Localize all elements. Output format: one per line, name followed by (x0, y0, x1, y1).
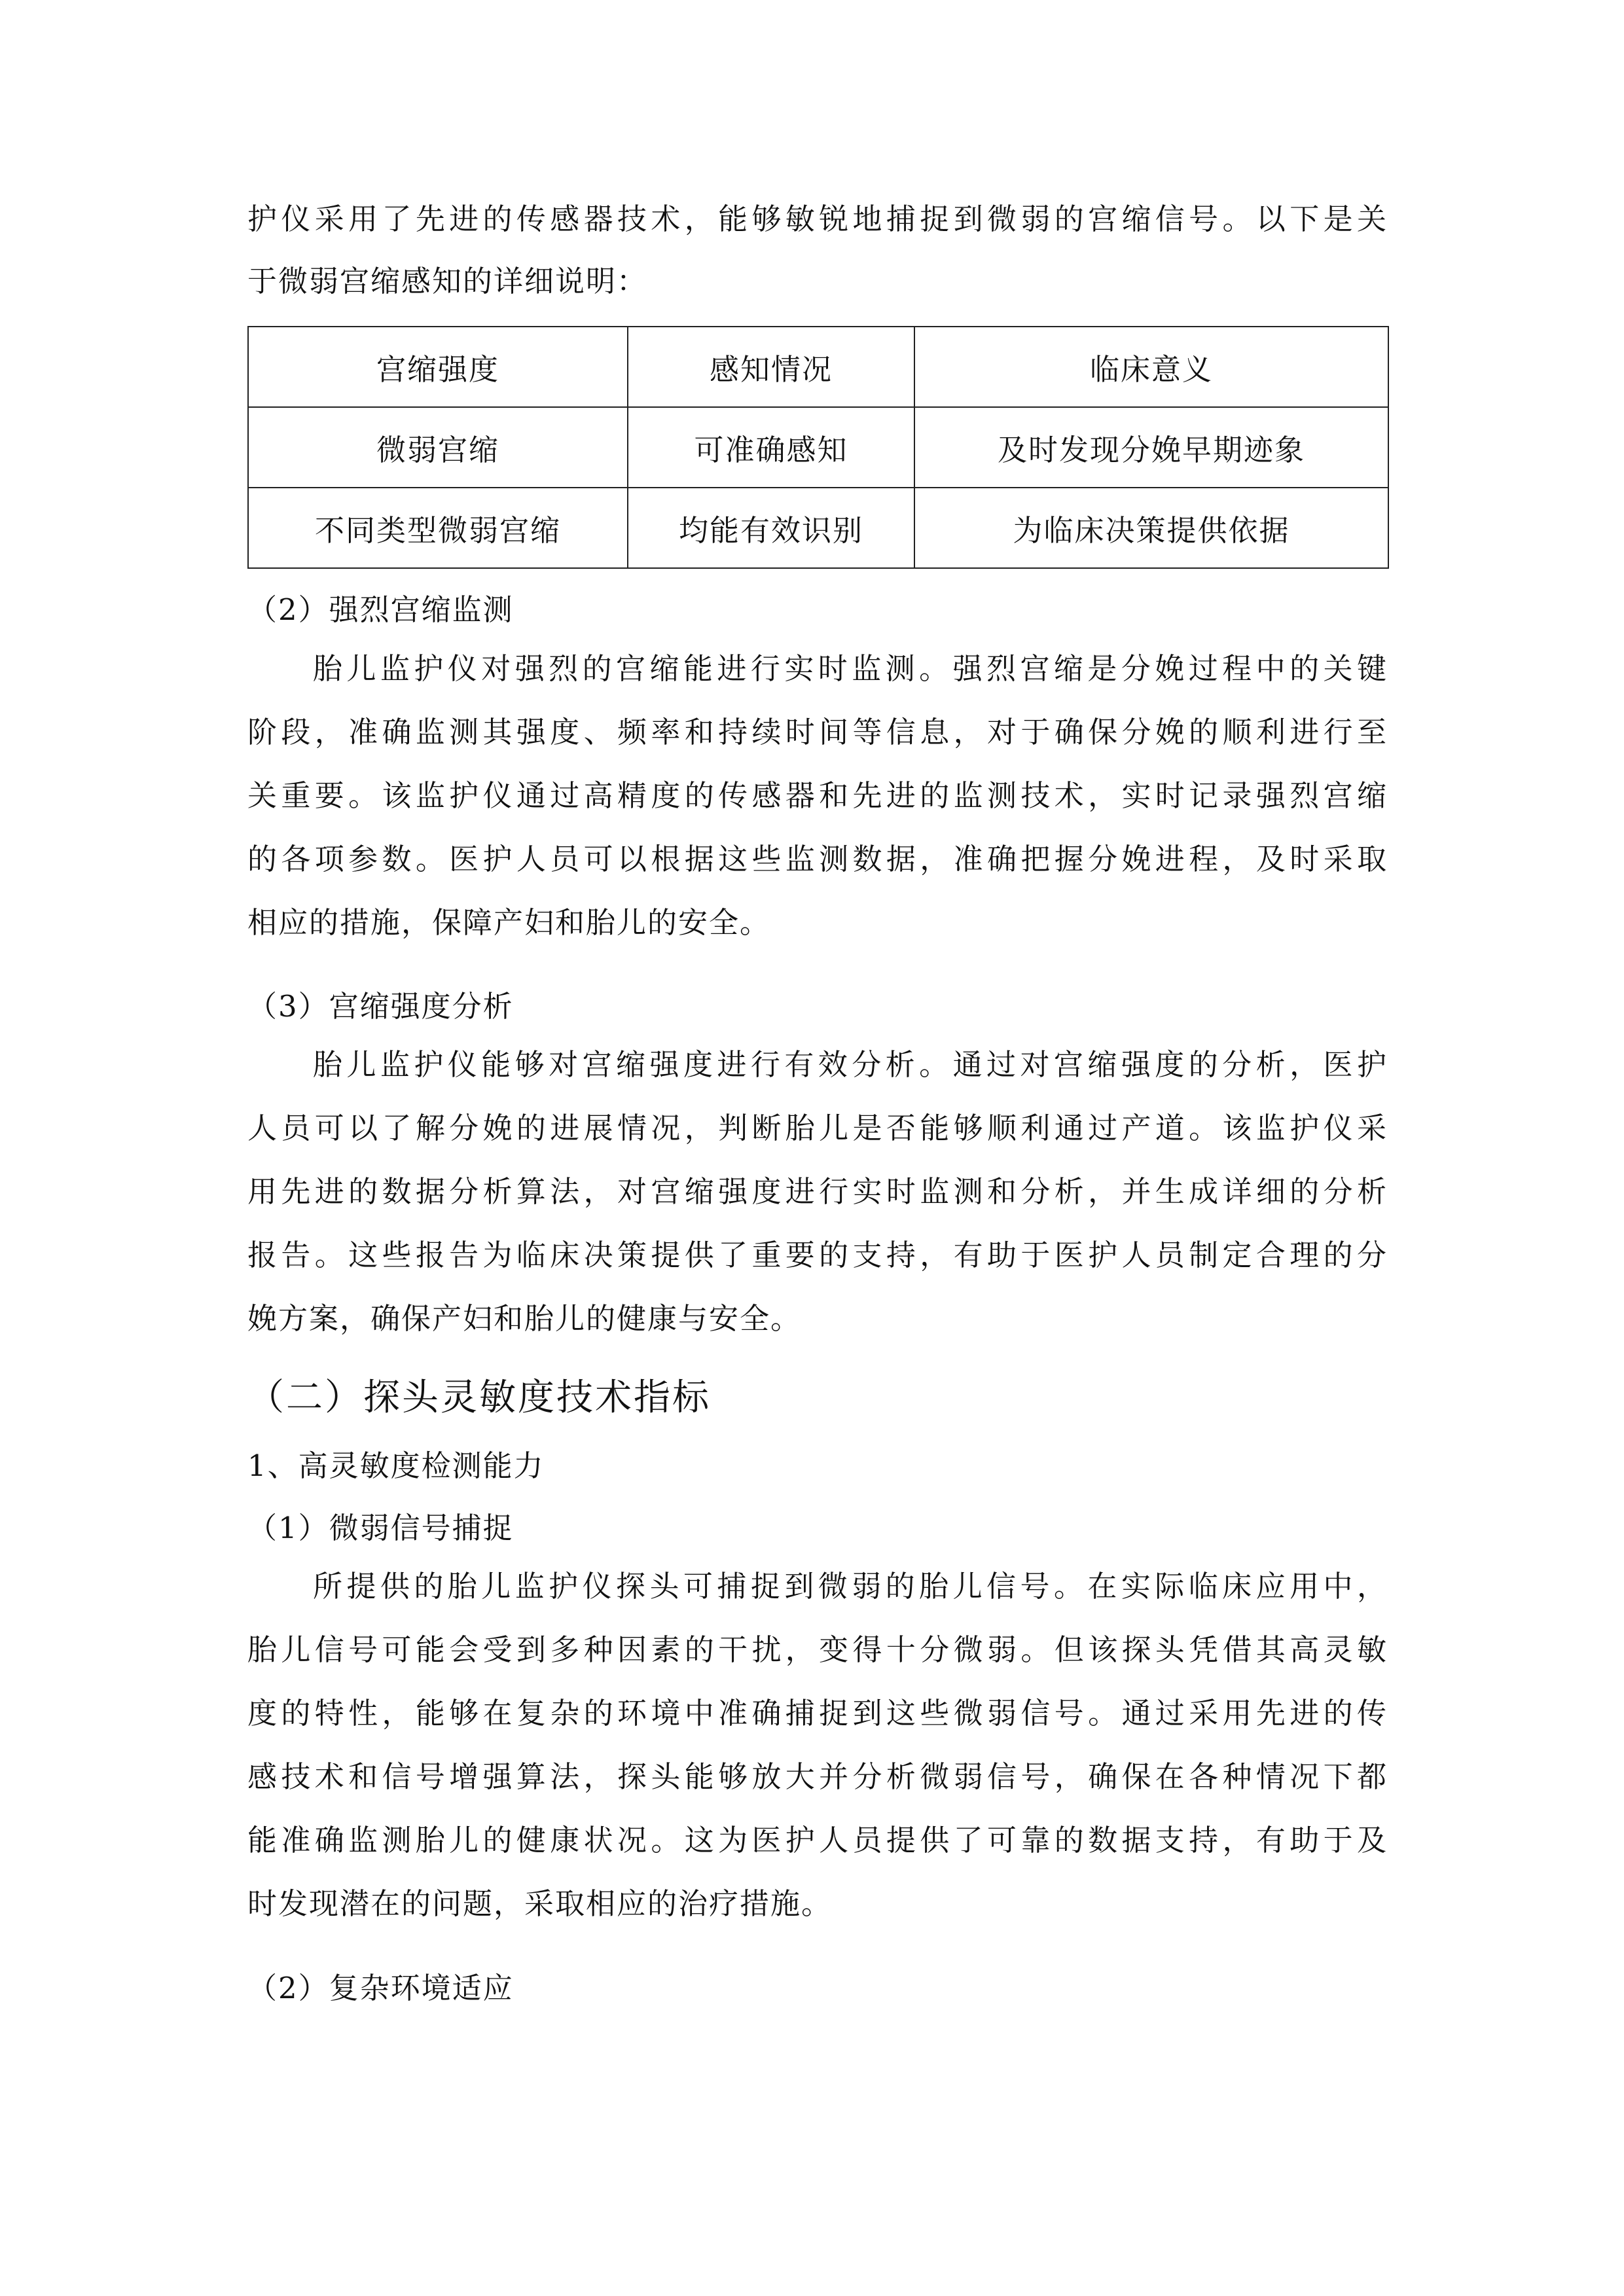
paragraph-line: 的各项参数。医护人员可以根据这些监测数据，准确把握分娩进程，及时采取 (247, 842, 1388, 876)
paragraph-line: 相应的措施，保障产妇和胎儿的安全。 (247, 905, 771, 940)
table-cell: 不同类型微弱宫缩 (248, 488, 628, 568)
paragraph-line: 胎儿监护仪能够对宫缩强度进行有效分析。通过对宫缩强度的分析，医护 (313, 1047, 1388, 1082)
paragraph-line: 报告。这些报告为临床决策提供了重要的支持，有助于医护人员制定合理的分 (247, 1238, 1388, 1272)
table-cell: 为临床决策提供依据 (914, 488, 1388, 568)
item-title-complex-environment: （2）复杂环境适应 (247, 1971, 514, 2005)
contraction-table (247, 326, 1389, 569)
intro-line-2: 于微弱宫缩感知的详细说明： (247, 264, 648, 298)
table-row (248, 488, 1388, 568)
paragraph-line: 娩方案，确保产妇和胎儿的健康与安全。 (247, 1301, 802, 1336)
section-title-intensity-analysis: （3）宫缩强度分析 (247, 989, 514, 1024)
section-title-strong-contraction: （2）强烈宫缩监测 (247, 592, 514, 627)
paragraph-line: 时发现潜在的问题，采取相应的治疗措施。 (247, 1886, 833, 1921)
intro-line-1: 护仪采用了先进的传感器技术，能够敏锐地捕捉到微弱的宫缩信号。以下是关 (247, 202, 1388, 236)
paragraph-line: 胎儿监护仪对强烈的宫缩能进行实时监测。强烈宫缩是分娩过程中的关键 (313, 651, 1388, 686)
paragraph-line: 胎儿信号可能会受到多种因素的干扰，变得十分微弱。但该探头凭借其高灵敏 (247, 1632, 1388, 1667)
table-header-cell: 感知情况 (628, 327, 914, 407)
table-header-row (248, 327, 1388, 407)
paragraph-line: 度的特性，能够在复杂的环境中准确捕捉到这些微弱信号。通过采用先进的传 (247, 1696, 1388, 1731)
chapter-heading: （二）探头灵敏度技术指标 (247, 1376, 711, 1419)
paragraph-line: 关重要。该监护仪通过高精度的传感器和先进的监测技术，实时记录强烈宫缩 (247, 778, 1388, 813)
paragraph-line: 阶段，准确监测其强度、频率和持续时间等信息，对于确保分娩的顺利进行至 (247, 715, 1388, 749)
paragraph-line: 感技术和信号增强算法，探头能够放大并分析微弱信号，确保在各种情况下都 (247, 1759, 1388, 1794)
paragraph-line: 能准确监测胎儿的健康状况。这为医护人员提供了可靠的数据支持，有助于及 (247, 1823, 1388, 1857)
paragraph-line: 人员可以了解分娩的进展情况，判断胎儿是否能够顺利通过产道。该监护仪采 (247, 1111, 1388, 1145)
table-header-cell: 宫缩强度 (248, 327, 628, 407)
table-header-cell: 临床意义 (914, 327, 1388, 407)
paragraph-line: 所提供的胎儿监护仪探头可捕捉到微弱的胎儿信号。在实际临床应用中， (313, 1569, 1388, 1604)
paragraph-line: 用先进的数据分析算法，对宫缩强度进行实时监测和分析，并生成详细的分析 (247, 1174, 1388, 1209)
table-cell: 均能有效识别 (628, 488, 914, 568)
table-cell: 微弱宫缩 (248, 407, 628, 488)
table-row (248, 407, 1388, 488)
table-cell: 可准确感知 (628, 407, 914, 488)
table-cell: 及时发现分娩早期迹象 (914, 407, 1388, 488)
item-title-weak-signal: （1）微弱信号捕捉 (247, 1511, 514, 1545)
subheading-high-sensitivity: 1、高灵敏度检测能力 (247, 1448, 545, 1483)
